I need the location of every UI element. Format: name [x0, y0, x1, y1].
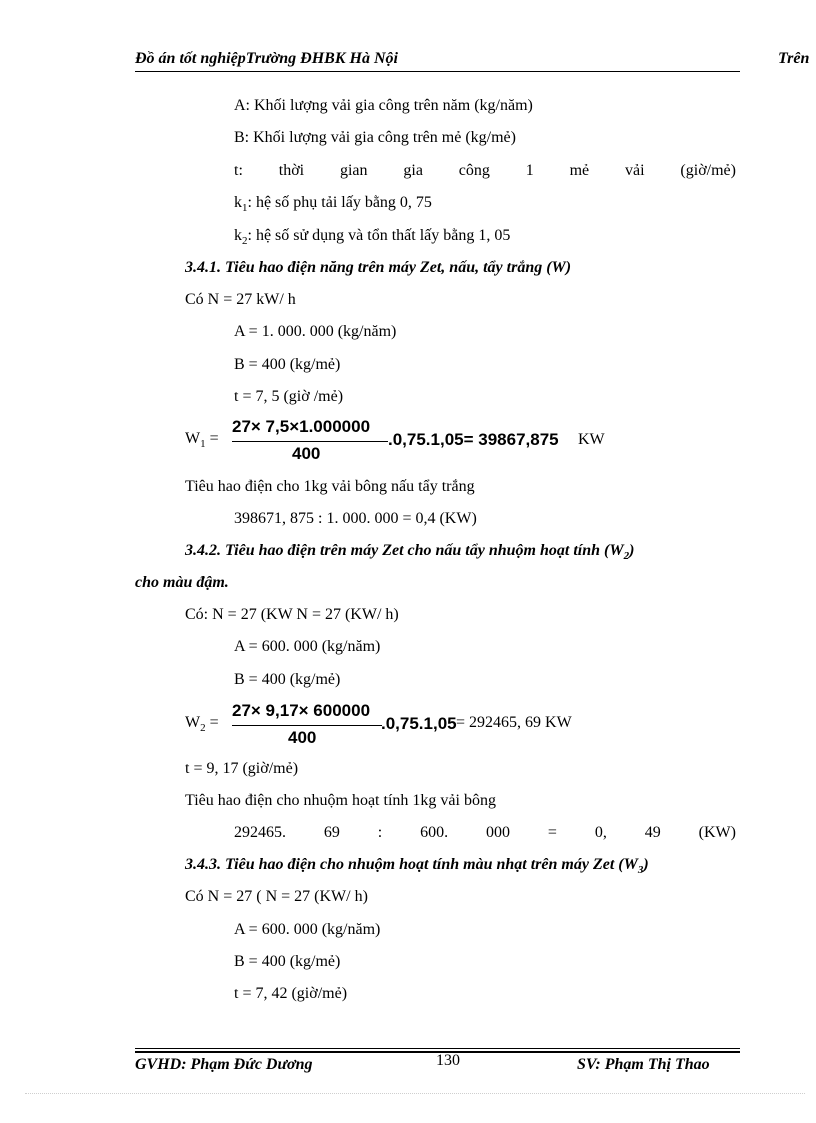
page-number: 130 [436, 1052, 460, 1069]
s2-calc-token: 000 [486, 824, 511, 841]
footer-rule-top [135, 1048, 740, 1049]
w1-lhs-letter: W [185, 430, 201, 447]
s2-calc-token: 600. [420, 824, 449, 841]
w2-unit: = 292465, 69 KW [456, 714, 572, 731]
w1-lhs-eq: = [205, 430, 219, 447]
s2-desc: Tiêu hao điện cho nhuộm hoạt tính 1kg vải bông [185, 792, 496, 809]
s3-b: B = 400 (kg/mẻ) [234, 953, 341, 970]
w1-tail [388, 430, 576, 450]
page-edge-divider [25, 1093, 805, 1094]
s2-calc-token: = [547, 824, 557, 841]
w1-tail-value: .0,75.1,05= 39867,875 [388, 430, 559, 449]
s2-t: t = 9, 17 (giờ/mẻ) [185, 760, 299, 777]
s2-calc-token: 0, [594, 824, 607, 841]
s1-a: A = 1. 000. 000 (kg/năm) [234, 323, 397, 340]
def-t-word: t: [234, 162, 243, 179]
w1-lhs [185, 430, 219, 450]
footer-left: GVHD: Phạm Đức Dương [135, 1056, 313, 1073]
w2-numerator: 27× 9,17× 600000 [232, 701, 371, 720]
def-k2-text: : hệ số sử dụng và tổn thất lấy bằng 1, 05 [247, 227, 511, 244]
s2-calc [234, 824, 736, 842]
w2-lhs-sub: 2 [200, 722, 206, 735]
section-3-4-1-title: 3.4.1. Tiêu hao điện năng trên máy Zet, nấu, tẩy trắng (W) [185, 259, 572, 276]
def-t-word: mẻ [569, 162, 590, 179]
def-k1 [234, 194, 432, 214]
def-t-word: gian [339, 162, 368, 179]
w2-lhs-letter: W [185, 714, 201, 731]
s1-b: B = 400 (kg/mẻ) [234, 356, 341, 373]
w2-tail: .0,75.1,05 [381, 714, 457, 733]
section-3-4-3-close: ) [643, 856, 649, 873]
s1-n: Có N = 27 kW/ h [185, 291, 296, 308]
def-t-word: công [458, 162, 490, 179]
section-3-4-2-sub: 2 [623, 550, 630, 563]
s3-a: A = 600. 000 (kg/năm) [234, 921, 381, 938]
def-t [234, 162, 736, 180]
header-rule [135, 71, 740, 72]
w2-lhs [185, 714, 219, 734]
s3-n: Có N = 27 ( N = 27 (KW/ h) [185, 888, 368, 905]
s3-t: t = 7, 42 (giờ/mẻ) [234, 985, 348, 1002]
header-left: Đồ án tốt nghiệpTrường ĐHBK Hà Nội [135, 50, 398, 67]
def-k1-letter: k [234, 194, 242, 211]
s2-calc-token: : [377, 824, 383, 841]
def-k2-letter: k [234, 227, 242, 244]
footer-right: SV: Phạm Thị Thao [577, 1056, 710, 1073]
def-k1-sub: 1 [242, 202, 248, 215]
def-t-word: (giờ/mẻ) [680, 162, 736, 179]
def-t-word: thời [278, 162, 305, 179]
def-t-word: gia [403, 162, 423, 179]
section-3-4-3-sub: 3 [637, 864, 644, 877]
def-b: B: Khối lượng vải gia công trên mẻ (kg/mẻ) [234, 129, 516, 146]
s2-calc-token: 69 [323, 824, 340, 841]
w1-denominator: 400 [292, 444, 321, 463]
def-k1-text: : hệ số phụ tải lấy bằng 0, 75 [247, 194, 432, 211]
def-k2 [234, 227, 510, 247]
section-3-4-2-title [185, 542, 634, 562]
section-3-4-2-close: ) [629, 542, 635, 559]
w2-denominator: 400 [288, 728, 317, 747]
s1-desc: Tiêu hao điện cho 1kg vải bông nấu tẩy trắng [185, 478, 475, 495]
s1-t: t = 7, 5 (giờ /mẻ) [234, 388, 344, 405]
section-3-4-3-text: 3.4.3. Tiêu hao điện cho nhuộm hoạt tính màu nhạt trên máy Zet (W [185, 856, 638, 873]
w1-unit: KW [578, 431, 605, 448]
section-3-4-2-title-cont: cho màu đậm. [135, 574, 229, 591]
def-t-word: vải [625, 162, 645, 179]
def-t-word: 1 [525, 162, 534, 179]
s2-calc-token: 49 [644, 824, 661, 841]
w2-lhs-eq: = [205, 714, 219, 731]
s2-calc-token: (KW) [698, 824, 736, 841]
def-k2-sub: 2 [242, 235, 248, 248]
s2-b: B = 400 (kg/mẻ) [234, 671, 341, 688]
s1-calc: 398671, 875 : 1. 000. 000 = 0,4 (KW) [234, 510, 477, 527]
s2-calc-token: 292465. [234, 824, 286, 841]
w2-fraction-bar [232, 725, 382, 726]
s2-a: A = 600. 000 (kg/năm) [234, 638, 381, 655]
header-right: Trên [778, 50, 810, 67]
w1-lhs-sub: 1 [200, 438, 206, 451]
s2-n: Có: N = 27 (KW N = 27 (KW/ h) [185, 606, 399, 623]
w1-numerator: 27× 7,5×1.000000 [232, 417, 371, 436]
section-3-4-2-text: 3.4.2. Tiêu hao điện trên máy Zet cho nấu tẩy nhuộm hoạt tính (W [185, 542, 624, 559]
def-a: A: Khối lượng vải gia công trên năm (kg/năm) [234, 97, 533, 114]
w1-fraction-bar [232, 441, 388, 442]
section-3-4-3-title [185, 856, 649, 876]
